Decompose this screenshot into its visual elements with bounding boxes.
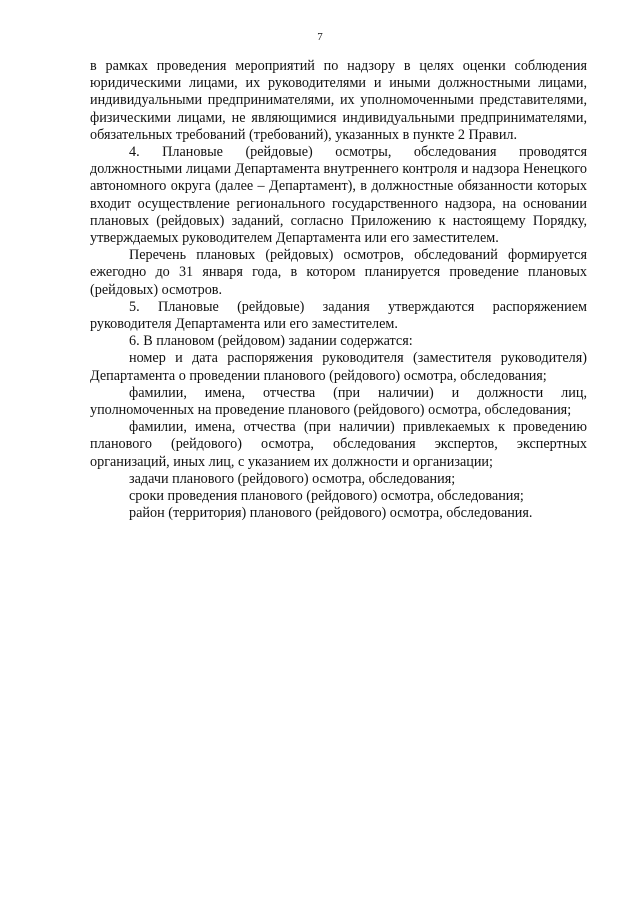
page-number: 7 xyxy=(317,31,323,43)
paragraph-continuation: в рамках проведения мероприятий по надзору в целях оценки соблюдения юридическими лицами, их руководителями и иными должностными лицами, индивидуальными предпринимателями, их уполномоченными представителями, физическими лицами, не являющимися индивидуальными предпринимателями, обязательных требований (требований), указанных в пункте 2 Правил. xyxy=(90,58,587,143)
paragraph-item-4: 4. Плановые (рейдовые) осмотры, обследования проводятся должностными лицами Департамента внутреннего контроля и надзора Ненецкого автономного округа (далее – Департамент), в должностные обязанности которых входит осуществление регионального государственного надзора, на основании плановых (рейдовых) заданий, согласно Приложению к настоящему Порядку, утверждаемых руководителем Департамента или его заместителем. xyxy=(90,144,587,247)
paragraph-item-6: 6. В плановом (рейдовом) задании содержатся: xyxy=(129,333,413,350)
paragraph-list-formation: Перечень плановых (рейдовых) осмотров, обследований формируется ежегодно до 31 января года, в котором планируется проведение плановых (рейдовых) осмотров. xyxy=(90,247,587,298)
paragraph-item-5: 5. Плановые (рейдовые) задания утверждаются распоряжением руководителя Департамента или его заместителем. xyxy=(90,298,587,333)
list-item-order-number: номер и дата распоряжения руководителя (заместителя руководителя) Департамента о проведении планового (рейдового) осмотра, обследования; xyxy=(90,350,587,384)
list-item-terms: сроки проведения планового (рейдового) осмотра, обследования; xyxy=(129,488,524,505)
list-item-territory: район (территория) планового (рейдового) осмотра, обследования. xyxy=(129,505,533,522)
list-item-tasks: задачи планового (рейдового) осмотра, обследования; xyxy=(129,470,456,487)
list-item-experts: фамилии, имена, отчества (при наличии) привлекаемых к проведению планового (рейдового) осмотра, обследования экспертов, экспертных организаций, иных лиц, с указанием их должности и организации; xyxy=(90,419,587,470)
list-item-officials: фамилии, имена, отчества (при наличии) и должности лиц, уполномоченных на проведение планового (рейдового) осмотра, обследования; xyxy=(90,384,587,419)
document-body xyxy=(90,58,587,522)
